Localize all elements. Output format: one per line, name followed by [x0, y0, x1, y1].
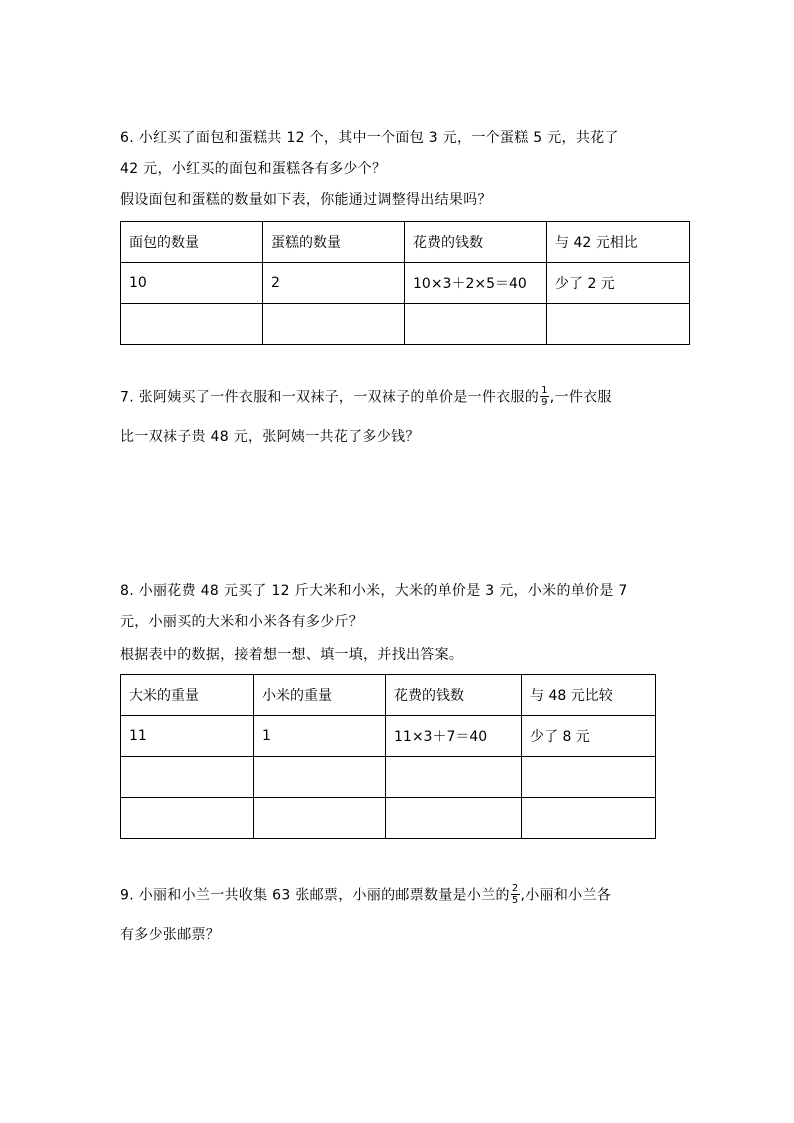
- q7-text-before: 7. 张阿姨买了一件衣服和一双袜子，一双袜子的单价是一件衣服的: [120, 389, 540, 406]
- table-row: [121, 263, 690, 304]
- table-cell: 1: [254, 716, 386, 757]
- header-cell: 面包的数量: [121, 222, 263, 263]
- table-row: [121, 757, 656, 798]
- answer-cell[interactable]: [121, 798, 254, 839]
- q9-line1: [120, 884, 611, 907]
- fraction-denominator: 9: [541, 397, 548, 408]
- q9-text-after: ,小丽和小兰各: [520, 887, 612, 904]
- table-header-row: [121, 675, 656, 716]
- fraction-numerator: 1: [541, 385, 548, 396]
- q7-line1: [120, 386, 612, 409]
- fraction-numerator: 2: [511, 883, 519, 894]
- header-cell: 花费的钱数: [405, 222, 547, 263]
- header-cell: 大米的重量: [121, 675, 254, 716]
- table-header-row: [121, 222, 690, 263]
- table-cell: 10: [121, 263, 263, 304]
- header-cell: 与 42 元相比: [547, 222, 690, 263]
- fraction-denominator: 5: [511, 895, 519, 906]
- header-cell: 与 48 元比较: [522, 675, 656, 716]
- answer-cell[interactable]: [263, 304, 405, 345]
- table-row: [121, 716, 656, 757]
- q7-text-after: ,一件衣服: [549, 389, 612, 406]
- q6-line3: 假设面包和蛋糕的数量如下表，你能通过调整得出结果吗？: [120, 192, 492, 208]
- table-cell: 11: [121, 716, 254, 757]
- answer-cell[interactable]: [386, 757, 522, 798]
- q6-line1: 6. 小红买了面包和蛋糕共 12 个，其中一个面包 3 元，一个蛋糕 5 元，共花了: [120, 130, 619, 146]
- answer-cell[interactable]: [522, 757, 656, 798]
- q6-line2: 42 元，小红买的面包和蛋糕各有多少个？: [120, 161, 387, 177]
- table-cell: 少了 2 元: [547, 263, 690, 304]
- q8-line1: 8. 小丽花费 48 元买了 12 斤大米和小米，大米的单价是 3 元，小米的单价是 7: [120, 583, 628, 599]
- header-cell: 小米的重量: [254, 675, 386, 716]
- q8-line2: 元，小丽买的大米和小米各有多少斤？: [120, 614, 364, 630]
- q8-line3: 根据表中的数据，接着想一想、填一填，并找出答案。: [120, 647, 464, 663]
- q8-table: [120, 674, 656, 839]
- q9-text-before: 9. 小丽和小兰一共收集 63 张邮票，小丽的邮票数量是小兰的: [120, 887, 510, 904]
- table-cell: 少了 8 元: [522, 716, 656, 757]
- q9-line2: 有多少张邮票？: [120, 927, 221, 943]
- table-cell: 11×3＋7＝40: [386, 716, 522, 757]
- table-row: [121, 798, 656, 839]
- answer-cell[interactable]: [121, 304, 263, 345]
- answer-cell[interactable]: [254, 757, 386, 798]
- header-cell: 花费的钱数: [386, 675, 522, 716]
- answer-cell[interactable]: [386, 798, 522, 839]
- answer-cell[interactable]: [405, 304, 547, 345]
- fraction-one-ninth: [540, 385, 549, 408]
- answer-cell[interactable]: [522, 798, 656, 839]
- fraction-two-fifths: [511, 883, 520, 906]
- q6-table: [120, 221, 690, 345]
- table-cell: 10×3＋2×5＝40: [405, 263, 547, 304]
- answer-cell[interactable]: [121, 757, 254, 798]
- header-cell: 蛋糕的数量: [263, 222, 405, 263]
- answer-cell[interactable]: [547, 304, 690, 345]
- answer-cell[interactable]: [254, 798, 386, 839]
- q7-line2: 比一双袜子贵 48 元，张阿姨一共花了多少钱？: [120, 429, 420, 445]
- table-cell: 2: [263, 263, 405, 304]
- table-row: [121, 304, 690, 345]
